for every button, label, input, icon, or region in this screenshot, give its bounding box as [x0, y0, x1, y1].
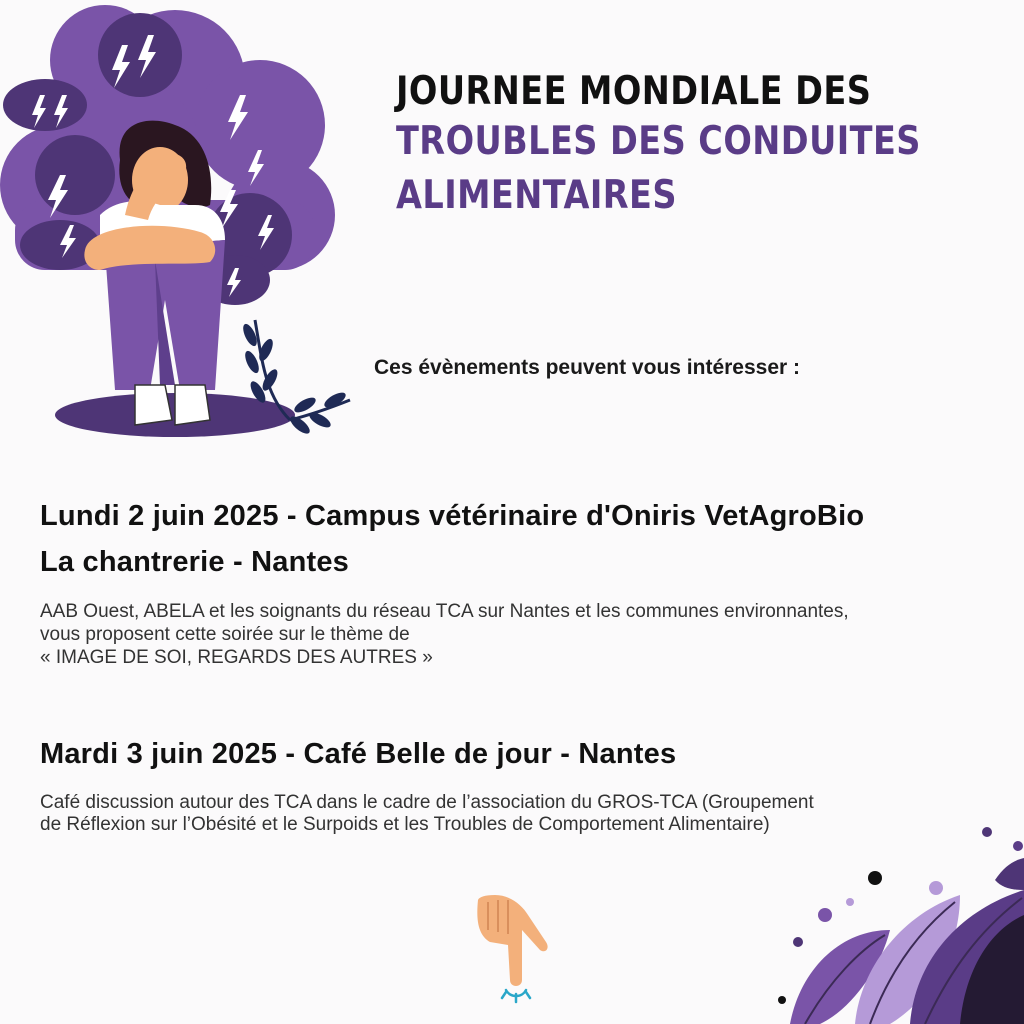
purple-leaves-decoration: [760, 820, 1024, 1024]
event-1-theme: « IMAGE DE SOI, REGARDS DES AUTRES »: [40, 647, 433, 668]
pointing-down-hand-icon: [470, 890, 550, 1005]
page-title-line-1: JOURNEE MONDIALE DES: [396, 69, 872, 114]
distressed-woman-illustration: [0, 0, 360, 450]
page-title-line-2: TROUBLES DES CONDUITES: [396, 119, 921, 164]
events-intro: Ces évènements peuvent vous intéresser :: [374, 356, 801, 379]
event-2-description-line: de Réflexion sur l’Obésité et le Surpoids et les Troubles de Comportement Alimentaire): [40, 814, 770, 835]
event-1-description-line: AAB Ouest, ABELA et les soignants du réseau TCA sur Nantes et les communes environnantes,: [40, 601, 849, 622]
event-2-heading: Mardi 3 juin 2025 - Café Belle de jour - Nantes: [40, 738, 677, 770]
event-1-location: La chantrerie - Nantes: [40, 546, 349, 578]
event-2-description-line: Café discussion autour des TCA dans le cadre de l’association du GROS-TCA (Groupement: [40, 792, 814, 813]
event-1-description-line: vous proposent cette soirée sur le thème de: [40, 624, 410, 645]
event-1-heading: Lundi 2 juin 2025 - Campus vétérinaire d'Oniris VetAgroBio: [40, 500, 865, 532]
page-title-line-3: ALIMENTAIRES: [396, 173, 677, 218]
